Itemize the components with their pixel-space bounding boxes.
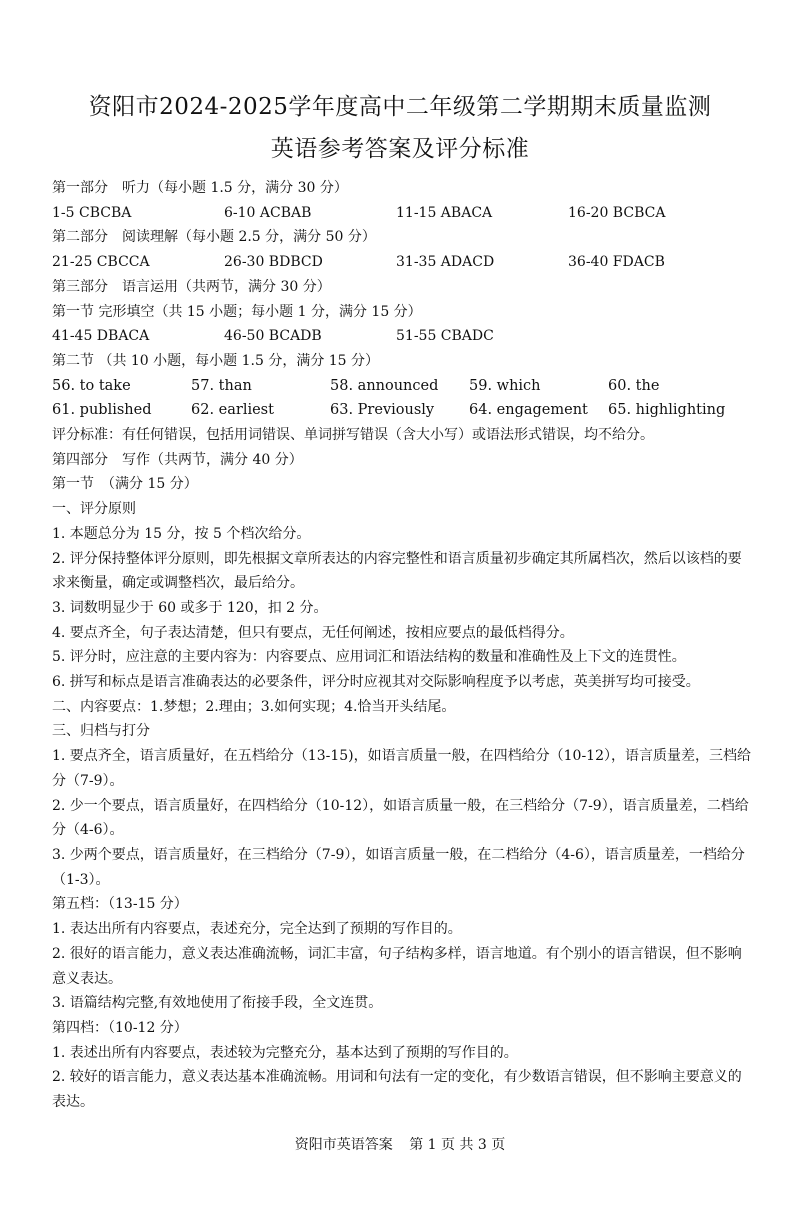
answer-group: 51-55 CBADC bbox=[396, 328, 494, 345]
answer-group: 46-50 BCADB bbox=[224, 328, 322, 345]
part2-answer-row bbox=[52, 250, 752, 275]
scoring-note: 评分标准：有任何错误，包括用词错误、单词拼写错误（含大小写）或语法形式错误，均不给分。 bbox=[52, 427, 654, 444]
part3-section1-answer-row bbox=[52, 324, 752, 349]
page-number: 第 1 页 共 3 页 bbox=[409, 1137, 506, 1153]
level5-item: 3. 语篇结构完整,有效地使用了衔接手段，全文连贯。 bbox=[52, 995, 383, 1012]
principle-item: 2. 评分保持整体评分原则，即先根据文章所表达的内容完整性和语言质量初步确定其所属档次，然后以该档的要求来衡量，确定或调整档次，最后给分。 bbox=[52, 550, 742, 592]
fill-answer: 64. engagement bbox=[469, 402, 588, 419]
answer-group: 16-20 BCBCA bbox=[568, 204, 666, 221]
principle-item: 1. 本题总分为 15 分，按 5 个档次给分。 bbox=[52, 525, 311, 542]
grading-item: 3. 少两个要点，语言质量好，在三档给分（7-9），如语言质量一般，在二档给分（4-6），语言质量差，一档给分（1-3）。 bbox=[52, 846, 745, 888]
document-body bbox=[52, 176, 752, 1115]
level4-item: 2. 较好的语言能力，意义表达基本准确流畅。用词和句法有一定的变化，有少数语言错误，但不影响主要意义的表达。 bbox=[52, 1069, 742, 1111]
part3-heading: 第三部分 语言运用（共两节，满分 30 分） bbox=[52, 278, 331, 295]
level4-heading: 第四档：（10-12 分） bbox=[52, 1019, 188, 1036]
answer-group: 36-40 FDACB bbox=[568, 254, 665, 271]
grading-item: 2. 少一个要点，语言质量好，在四档给分（10-12），如语言质量一般，在三档给分（7-9），语言质量差，二档给分（4-6）。 bbox=[52, 797, 749, 839]
fill-answer: 57. than bbox=[191, 377, 252, 394]
document-title: 资阳市2024-2025学年度高中二年级第二学期期末质量监测 bbox=[88, 94, 712, 120]
part4-section1-heading: 第一节 （满分 15 分） bbox=[52, 476, 198, 493]
answer-group: 11-15 ABACA bbox=[396, 204, 493, 221]
fill-answer: 56. to take bbox=[52, 377, 131, 394]
fill-answer: 58. announced bbox=[330, 377, 439, 394]
answer-group: 6-10 ACBAB bbox=[224, 204, 312, 221]
principle-item: 4. 要点齐全，句子表达清楚，但只有要点，无任何阐述，按相应要点的最低档得分。 bbox=[52, 624, 574, 641]
part3-section2-heading: 第二节 （共 10 小题，每小题 1.5 分，满分 15 分） bbox=[52, 352, 380, 369]
principle-item: 6. 拼写和标点是语言准确表达的必要条件，评分时应视其对交际影响程度予以考虑，英美拼写均可接受。 bbox=[52, 674, 700, 691]
content-points: 二、内容要点：1.梦想；2.理由；3.如何实现；4.恰当开头结尾。 bbox=[52, 698, 456, 715]
part3-section2-row-2 bbox=[52, 398, 752, 423]
part3-section2-row-1 bbox=[52, 374, 752, 399]
answer-group: 41-45 DBACA bbox=[52, 328, 150, 345]
principle-item: 5. 评分时，应注意的主要内容为：内容要点、应用词汇和语法结构的数量和准确性及上下文的连贯性。 bbox=[52, 649, 686, 666]
part4-heading: 第四部分 写作（共两节，满分 40 分） bbox=[52, 451, 303, 468]
principle-item: 3. 词数明显少于 60 或多于 120，扣 2 分。 bbox=[52, 599, 328, 616]
part3-section1-heading: 第一节 完形填空（共 15 小题；每小题 1 分，满分 15 分） bbox=[52, 303, 422, 320]
fill-answer: 61. published bbox=[52, 402, 152, 419]
part1-heading: 第一部分 听力（每小题 1.5 分，满分 30 分） bbox=[52, 180, 348, 196]
grading-heading: 三、归档与打分 bbox=[52, 723, 150, 740]
answer-group: 26-30 BDBCD bbox=[224, 254, 323, 271]
fill-answer: 59. which bbox=[469, 377, 541, 394]
fill-answer: 65. highlighting bbox=[608, 402, 726, 419]
level5-item: 1. 表达出所有内容要点，表述充分，完全达到了预期的写作目的。 bbox=[52, 921, 462, 938]
document-subtitle: 英语参考答案及评分标准 bbox=[270, 136, 530, 162]
level4-item: 1. 表述出所有内容要点，表述较为完整充分，基本达到了预期的写作目的。 bbox=[52, 1044, 518, 1061]
answer-group: 31-35 ADACD bbox=[396, 254, 495, 271]
footer-source: 资阳市英语答案 bbox=[294, 1137, 393, 1153]
page-footer bbox=[0, 1134, 800, 1154]
answer-group: 1-5 CBCBA bbox=[52, 204, 132, 221]
level5-item: 2. 很好的语言能力，意义表达准确流畅，词汇丰富，句子结构多样，语言地道。有个别小的语言错误，但不影响意义表达。 bbox=[52, 945, 742, 987]
fill-answer: 63. Previously bbox=[330, 402, 435, 419]
answer-group: 21-25 CBCCA bbox=[52, 254, 150, 271]
part1-answer-row bbox=[52, 201, 752, 226]
part2-heading: 第二部分 阅读理解（每小题 2.5 分，满分 50 分） bbox=[52, 229, 376, 246]
grading-item: 1. 要点齐全，语言质量好，在五档给分（13-15)，如语言质量一般，在四档给分（10-12），语言质量差，三档给分（7-9）。 bbox=[52, 748, 751, 789]
principles-heading: 一、评分原则 bbox=[52, 501, 136, 518]
fill-answer: 60. the bbox=[608, 377, 660, 394]
level5-heading: 第五档：（13-15 分） bbox=[52, 896, 188, 913]
fill-answer: 62. earliest bbox=[191, 402, 274, 419]
